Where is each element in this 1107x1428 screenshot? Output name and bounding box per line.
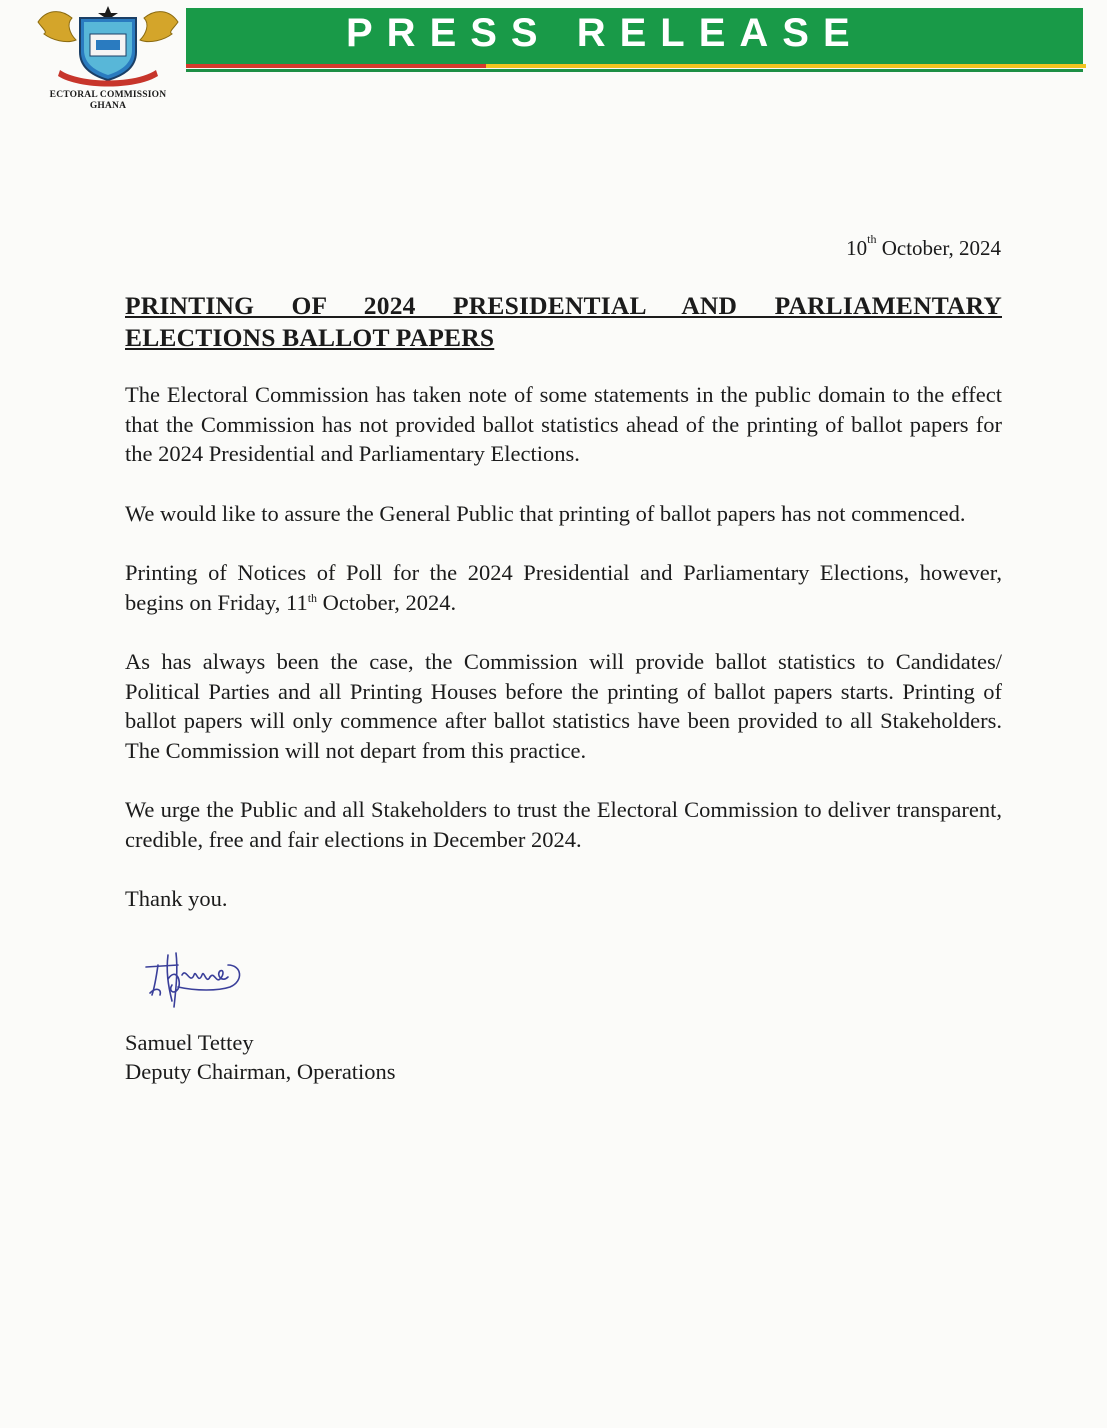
release-heading: PRINTING OF 2024 PRESIDENTIAL AND PARLIAMENTARY ELECTIONS BALLOT PAPERS: [125, 291, 1002, 352]
signatory-title: Deputy Chairman, Operations: [125, 1059, 396, 1084]
paragraph-3-date: October, 2024.: [317, 589, 457, 615]
organization-name: ECTORAL COMMISSION: [49, 90, 167, 100]
paragraph-2: We would like to assure the General Public that printing of ballot papers has not commenced.: [125, 500, 966, 526]
paragraph-4: As has always been the case, the Commission will provide ballot statistics to Candidates/ Political Parties and all Printing Houses before the printing of ballot papers starts. Printing of ballot papers will only commence after ballot statistics have been provided to all Stakeholders. The Commission will not depart from this practice.: [125, 649, 1002, 763]
release-body: [125, 380, 1002, 944]
red-stripe: [186, 64, 486, 68]
paragraph-3: [125, 558, 1002, 617]
paragraph-3-text: Printing of Notices of Poll for the 2024 Presidential and Parliamentary Elections, however, begins on Friday, 11: [125, 560, 1002, 615]
electoral-commission-logo: [28, 4, 188, 114]
date-day: 10: [846, 236, 868, 260]
signatory-block: [125, 1028, 396, 1086]
press-release-banner: [186, 8, 1083, 64]
yellow-stripe: [486, 64, 1086, 68]
closing-line: Thank you.: [125, 886, 228, 911]
coat-of-arms-icon: [30, 4, 186, 90]
organization-country: GHANA: [89, 101, 127, 111]
banner-title: PRESS RELEASE: [346, 11, 864, 55]
handwritten-signature: [138, 945, 248, 1020]
paragraph-5: We urge the Public and all Stakeholders to trust the Electoral Commission to deliver transparent, credible, free and fair elections in December 2024.: [125, 797, 1002, 852]
release-date: [846, 232, 1001, 261]
paragraph-3-suffix: th: [307, 590, 318, 605]
signatory-name: Samuel Tettey: [125, 1030, 254, 1055]
paragraph-1: The Electoral Commission has taken note of some statements in the public domain to the effect that the Commission has not provided ballot statistics ahead of the printing of ballot papers for the 2024 Presidential and Parliamentary Elections.: [125, 382, 1002, 466]
date-rest: October, 2024: [881, 236, 1001, 260]
green-stripe: [186, 69, 1083, 72]
date-suffix: th: [867, 232, 877, 246]
color-stripes: [186, 64, 1083, 76]
